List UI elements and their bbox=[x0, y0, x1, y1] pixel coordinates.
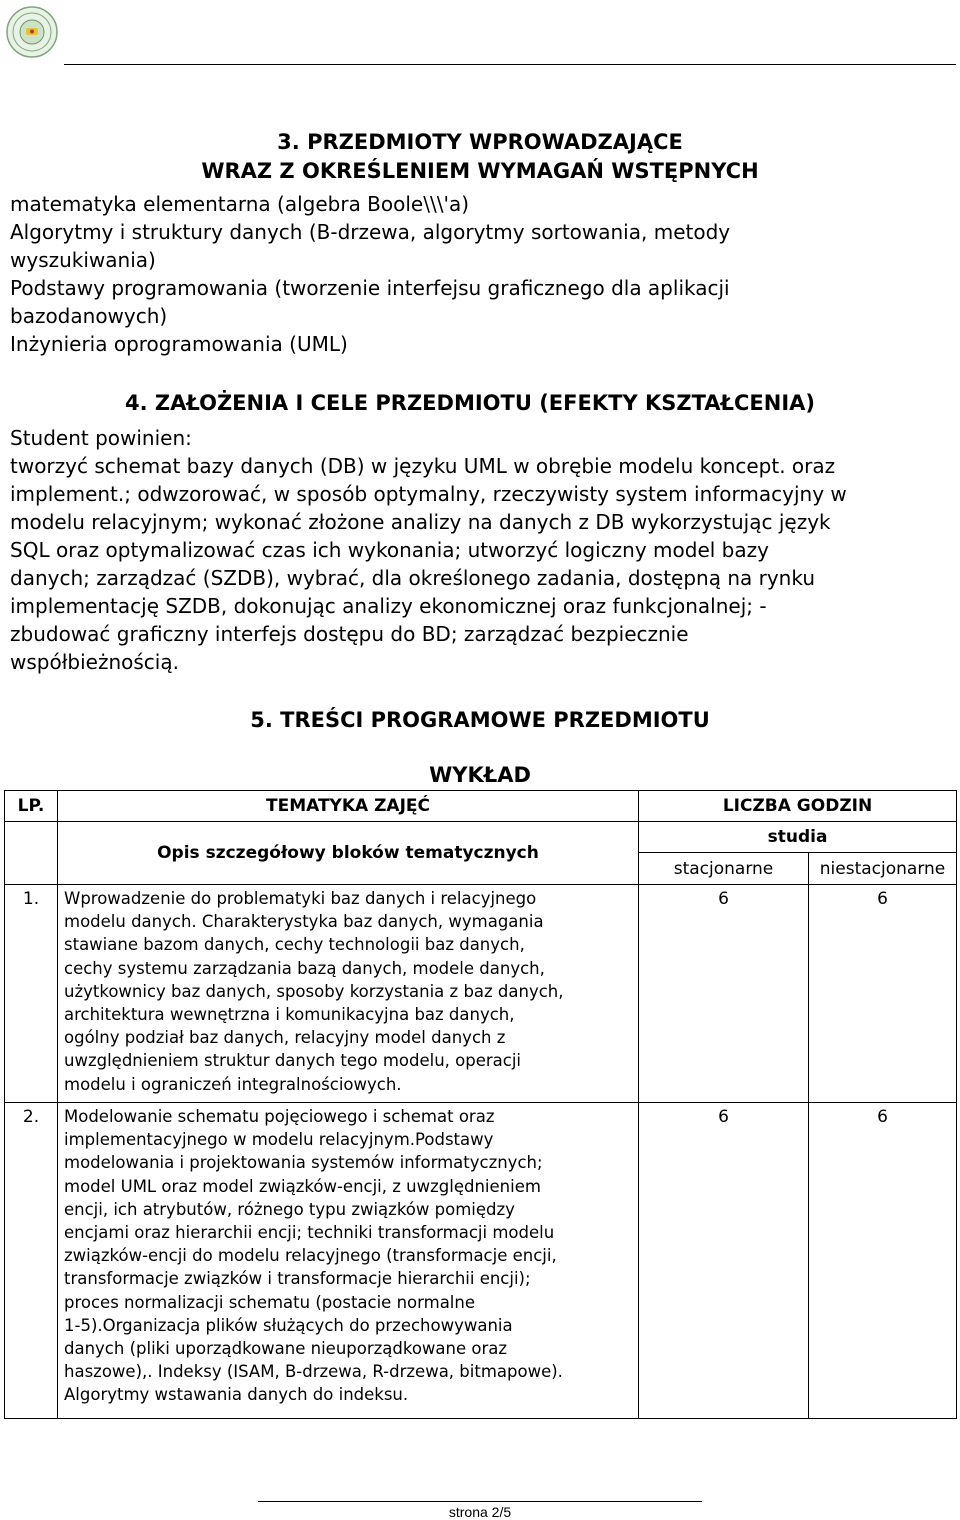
table-subheader-row bbox=[5, 822, 957, 853]
section5-heading: 5. TREŚCI PROGRAMOWE PRZEDMIOTU bbox=[250, 708, 710, 732]
topic-line: encji, ich atrybutów, różnego typu związków pomiędzy bbox=[64, 1199, 515, 1219]
niestacjonarne-header: niestacjonarne bbox=[809, 853, 957, 885]
section3-line: matematyka elementarna (algebra Boole\\\'a) bbox=[10, 192, 470, 216]
section3-line: Podstawy programowania (tworzenie interfejsu graficznego dla aplikacji bbox=[10, 276, 730, 300]
studia-header: studia bbox=[639, 822, 957, 853]
topic-line: model UML oraz model związków-encji, z uwzględnieniem bbox=[64, 1176, 541, 1196]
section4-heading: 4. ZAŁOŻENIA I CELE PRZEDMIOTU (EFEKTY KSZTAŁCENIA) bbox=[124, 391, 816, 415]
col-hours-header: LICZBA GODZIN bbox=[639, 791, 957, 822]
section4-line: SQL oraz optymalizować czas ich wykonania; utworzyć logiczny model bazy bbox=[10, 538, 769, 562]
program-table bbox=[4, 790, 957, 1419]
section4-line: modelu relacyjnym; wykonać złożone analizy na danych z DB wykorzystując język bbox=[10, 510, 831, 534]
topic-line: uwzględnieniem struktur danych tego modelu, operacji bbox=[64, 1051, 522, 1071]
topic-line: stawiane bazom danych, cechy technologii baz danych, bbox=[64, 935, 525, 955]
col-lp-header: LP. bbox=[5, 791, 58, 822]
row-lp: 2. bbox=[5, 1103, 58, 1419]
topic-line: Algorytmy wstawania danych do indeksu. bbox=[64, 1385, 409, 1405]
section4-line: współbieżnością. bbox=[10, 650, 179, 674]
topic-line: modelowania i projektowania systemów informatycznych; bbox=[64, 1153, 543, 1173]
table-row bbox=[5, 1103, 957, 1419]
row-topic bbox=[58, 885, 639, 1103]
topic-line: implementacyjnego w modelu relacyjnym.Podstawy bbox=[64, 1130, 494, 1150]
lecture-subheading: WYKŁAD bbox=[429, 763, 531, 787]
lp-blank-cell bbox=[5, 822, 58, 885]
stacjonarne-header: stacjonarne bbox=[639, 853, 809, 885]
row-lp: 1. bbox=[5, 885, 58, 1103]
topic-line: Wprowadzenie do problematyki baz danych i relacyjnego bbox=[64, 889, 537, 908]
topic-line: proces normalizacji schematu (postacie normalne bbox=[64, 1292, 476, 1312]
topic-line: użytkownicy baz danych, sposoby korzystania z baz danych, bbox=[64, 981, 564, 1001]
row-hours-stacjonarne: 6 bbox=[639, 885, 809, 1103]
row-hours-niestacjonarne: 6 bbox=[809, 1103, 957, 1419]
topic-line: modelu danych. Charakterystyka baz danych, wymagania bbox=[64, 912, 544, 932]
topic-line: danych (pliki uporządkowane nieuporządkowane oraz bbox=[64, 1339, 508, 1359]
header-rule bbox=[64, 64, 956, 65]
section3-line: bazodanowych) bbox=[10, 304, 168, 328]
topic-line: 1-5).Organizacja plików służących do przechowywania bbox=[64, 1315, 513, 1335]
section4-line: danych; zarządzać (SZDB), wybrać, dla określonego zadania, dostępną na rynku bbox=[10, 566, 815, 590]
section3-line: Algorytmy i struktury danych (B-drzewa, algorytmy sortowania, metody bbox=[10, 220, 731, 244]
topic-line: transformacje związków i transformacje hierarchii encji); bbox=[64, 1269, 531, 1289]
table-header-row bbox=[5, 791, 957, 822]
topic-line: cechy systemu zarządzania bazą danych, modele danych, bbox=[64, 958, 545, 978]
topic-line: Modelowanie schematu pojęciowego i schemat oraz bbox=[64, 1107, 495, 1126]
row-hours-niestacjonarne: 6 bbox=[809, 885, 957, 1103]
section4-line: zbudować graficzny interfejs dostępu do BD; zarządzać bezpiecznie bbox=[10, 622, 689, 646]
section4-line: Student powinien: bbox=[10, 426, 192, 450]
section3-line: wyszukiwania) bbox=[10, 248, 156, 272]
university-seal-icon bbox=[6, 6, 58, 58]
row-topic bbox=[58, 1103, 639, 1419]
topic-line: encjami oraz hierarchii encji; techniki transformacji modelu bbox=[64, 1223, 555, 1243]
section4-line: implementację SZDB, dokonując analizy ekonomicznej oraz funkcjonalnej; - bbox=[10, 594, 767, 618]
section3-heading-line2: WRAZ Z OKREŚLENIEM WYMAGAŃ WSTĘPNYCH bbox=[201, 159, 759, 183]
section4-line: implement.; odwzorować, w sposób optymalny, rzeczywisty system informacyjny w bbox=[10, 482, 847, 506]
section3-body bbox=[10, 190, 950, 358]
topic-line: ogólny podział baz danych, relacyjny model danych z bbox=[64, 1028, 506, 1048]
row-hours-stacjonarne: 6 bbox=[639, 1103, 809, 1419]
topic-line: architektura wewnętrzna i komunikacyjna baz danych, bbox=[64, 1005, 515, 1025]
section3-heading-line1: 3. PRZEDMIOTY WPROWADZAJĄCE bbox=[277, 130, 683, 154]
section4-line: tworzyć schemat bazy danych (DB) w języku UML w obrębie modelu koncept. oraz bbox=[10, 454, 836, 478]
topic-line: haszowe),. Indeksy (ISAM, B-drzewa, R-drzewa, bitmapowe). bbox=[64, 1362, 563, 1382]
col-topic-header: TEMATYKA ZAJĘĆ bbox=[58, 791, 639, 822]
table-row bbox=[5, 885, 957, 1103]
topic-line: związków-encji do modelu relacyjnego (transformacje encji, bbox=[64, 1246, 557, 1266]
topic-line: modelu i ograniczeń integralnościowych. bbox=[64, 1074, 402, 1094]
topic-detail-header: Opis szczegółowy bloków tematycznych bbox=[58, 822, 639, 885]
section3-line: Inżynieria oprogramowania (UML) bbox=[10, 332, 348, 356]
section4-body bbox=[10, 424, 950, 676]
footer-rule bbox=[258, 1501, 702, 1502]
page-number: strona 2/5 bbox=[448, 1504, 512, 1520]
